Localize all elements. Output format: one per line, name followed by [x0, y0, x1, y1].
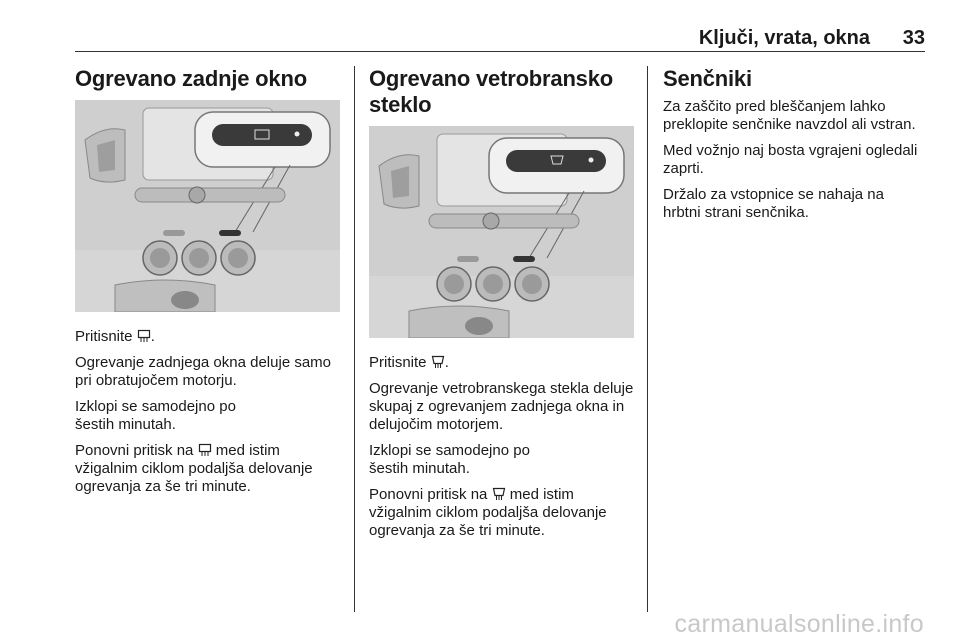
dashboard-illustration [369, 126, 634, 338]
paragraph: Med vožnjo naj bosta vgrajeni ogledali zaprti. [663, 142, 918, 177]
column-divider [354, 66, 355, 612]
column-divider [647, 66, 648, 612]
page-header [75, 27, 925, 51]
rear-window-heating-icon [137, 329, 151, 343]
header-rule [75, 51, 925, 52]
section-rear-window [75, 66, 340, 504]
section-heading: Ogrevano zadnje okno [75, 66, 307, 91]
paragraph: Izklopi se samodejno po šestih minutah. [369, 442, 530, 477]
paragraph: Ogrevanje zadnjega okna deluje samo pri obratujočem motorju. [75, 354, 332, 389]
section-sun-visors [663, 66, 925, 230]
dashboard-illustration [75, 100, 340, 312]
paragraph: Ponovni pritisk na med istim vžigalnim ciklom podaljša delovanje ogrevanja za še tri minute. [369, 486, 607, 539]
paragraph: Ogrevanje vetrobranskega stekla deluje skupaj z ogrevanjem zadnjega okna in delujočim motorjem. [369, 380, 634, 433]
paragraph: Pritisnite . [369, 354, 449, 371]
rear-window-heating-icon [198, 443, 212, 457]
paragraph: Za zaščito pred bleščanjem lahko preklopite senčnike navzdol ali vstran. [663, 98, 916, 133]
paragraph: Držalo za vstopnice se nahaja na hrbtni strani senčnika. [663, 186, 884, 221]
section-windscreen [369, 66, 634, 548]
section-heading: Senčniki [663, 66, 752, 91]
paragraph: Ponovni pritisk na med istim vžigalnim ciklom podaljša delovanje ogrevanja za še tri minute. [75, 442, 313, 495]
windscreen-heating-icon [431, 355, 445, 369]
paragraph: Pritisnite . [75, 328, 155, 345]
chapter-title: Ključi, vrata, okna [698, 27, 870, 49]
paragraph: Izklopi se samodejno po šestih minutah. [75, 398, 236, 433]
windscreen-heating-icon [492, 487, 506, 501]
watermark: carmanualsonline.info [674, 610, 924, 638]
section-heading: Ogrevano vetrobransko steklo [369, 66, 613, 117]
page-number: 33 [902, 27, 925, 49]
